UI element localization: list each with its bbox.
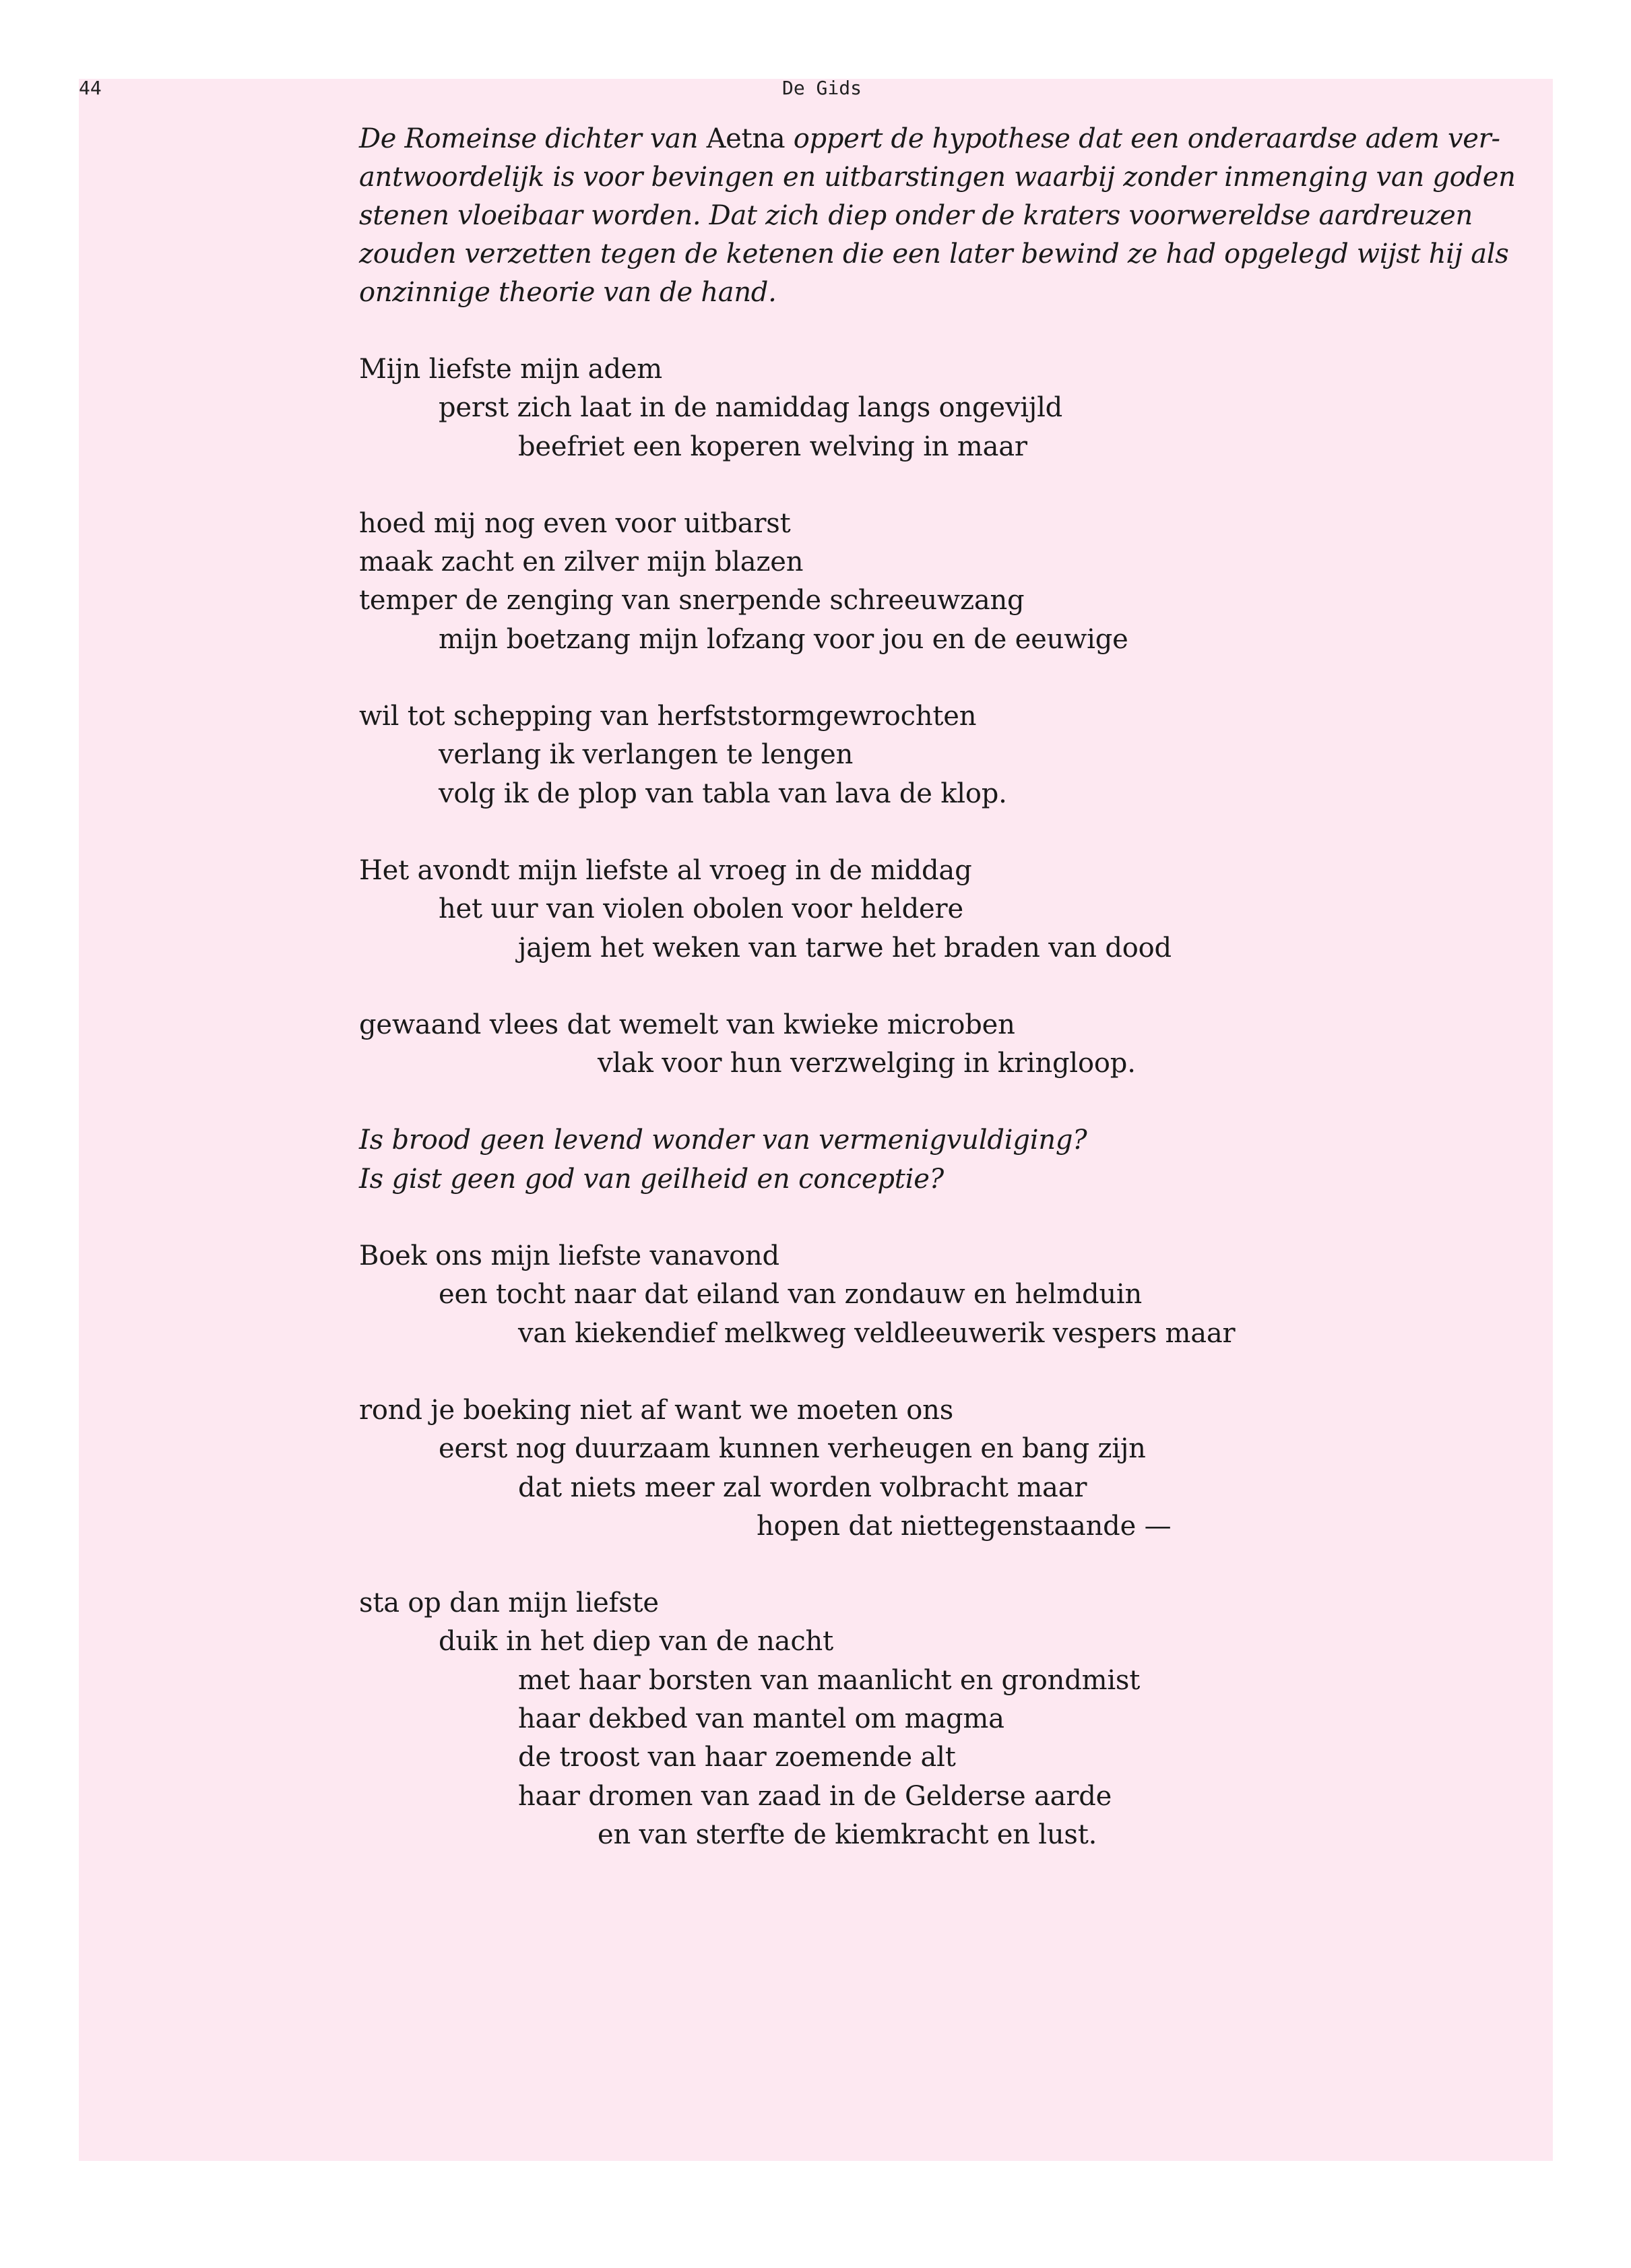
stanza-4: [359, 852, 1518, 968]
poem-line: Is brood geen levend wonder van vermenigvuldiging?: [359, 1125, 1087, 1156]
poem-line: sta op dan mijn liefste: [359, 1587, 659, 1619]
stanza-9: [359, 1584, 1518, 1854]
poem-line: jajem het weken van tarwe het braden van dood: [518, 932, 1172, 964]
poem-line: de troost van haar zoemende alt: [518, 1742, 956, 1773]
poem-line: duik in het diep van de nacht: [439, 1626, 833, 1658]
poem-line: mijn boetzang mijn lofzang voor jou en de eeuwige: [439, 623, 1128, 655]
poem-line: van kiekendief melkweg veldleeuwerik vespers maar: [518, 1317, 1236, 1349]
page-number: 44: [79, 77, 102, 99]
poem-line: haar dromen van zaad in de Gelderse aarde: [518, 1780, 1112, 1812]
poem-line: volg ik de plop van tabla van lava de klop.: [439, 778, 1007, 809]
stanza-6: [359, 1121, 1518, 1199]
poem-line: hopen dat niettegenstaande —: [757, 1510, 1172, 1542]
stanza-5: [359, 1006, 1518, 1083]
intro-text-end: oppert de hypothese dat een onderaardse adem ver-antwoordelijk is voor bevingen en uitbarstingen waarbij zonder inmenging van goden stenen vloeibaar worden. Dat zich diep onder de kraters voorwereldse aardreuzen zouden verzetten tegen de ketenen die een later bewind ze had opgelegd wijst hij als onzinnige theorie van de hand.: [359, 123, 1516, 308]
poem-line: hoed mij nog even voor uitbarst: [359, 507, 791, 539]
poem-line: een tocht naar dat eiland van zondauw en helmduin: [439, 1279, 1143, 1311]
poem-line: maak zacht en zilver mijn blazen: [359, 546, 804, 578]
poem-line: haar dekbed van mantel om magma: [518, 1703, 1004, 1735]
poem-content: [359, 120, 1518, 1893]
poem-line: beefriet een koperen welving in maar: [518, 431, 1027, 462]
stanza-8: [359, 1391, 1518, 1546]
poem-line: Is gist geen god van geilheid en conceptie?: [359, 1163, 944, 1195]
poem-line: perst zich laat in de namiddag langs ongevijld: [439, 392, 1063, 424]
stanza-1: [359, 350, 1518, 466]
stanza-3: [359, 697, 1518, 813]
poem-line: wil tot schepping van herfststormgewrochten: [359, 701, 977, 732]
poem-line: en van sterfte de kiemkracht en lust.: [598, 1819, 1097, 1850]
intro-work-title: Aetna: [706, 123, 786, 154]
stanza-7: [359, 1237, 1518, 1353]
poem-line: Boek ons mijn liefste vanavond: [359, 1240, 779, 1272]
poem: [359, 350, 1518, 1854]
intro-paragraph: [359, 120, 1518, 312]
poem-line: met haar borsten van maanlicht en grondmist: [518, 1664, 1141, 1696]
poem-line: vlak voor hun verzwelging in kringloop.: [598, 1048, 1136, 1079]
poem-line: temper de zenging van snerpende schreeuwzang: [359, 585, 1025, 617]
poem-line: verlang ik verlangen te lengen: [439, 739, 854, 771]
poem-line: Het avondt mijn liefste al vroeg in de middag: [359, 854, 972, 886]
poem-line: Mijn liefste mijn adem: [359, 354, 662, 385]
stanza-2: [359, 505, 1518, 659]
running-head: De Gids: [781, 77, 862, 99]
poem-line: gewaand vlees dat wemelt van kwieke microben: [359, 1009, 1015, 1040]
poem-line: rond je boeking niet af want we moeten ons: [359, 1394, 954, 1426]
poem-line: dat niets meer zal worden volbracht maar: [518, 1472, 1087, 1503]
intro-text-start: De Romeinse dichter van: [359, 123, 707, 154]
poem-line: eerst nog duurzaam kunnen verheugen en bang zijn: [439, 1433, 1146, 1465]
poem-line: het uur van violen obolen voor heldere: [439, 893, 963, 925]
